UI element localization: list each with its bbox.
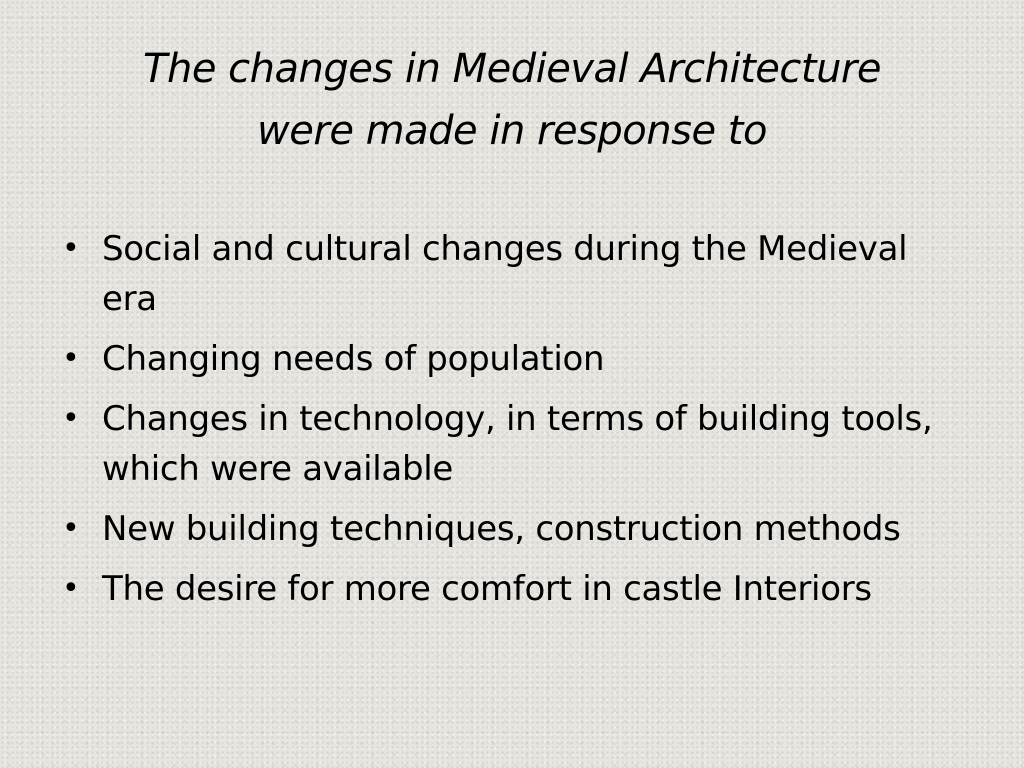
- bullet-text: The desire for more comfort in castle Interiors: [102, 569, 872, 609]
- bullet-icon: •: [62, 571, 80, 606]
- bullet-icon: •: [62, 511, 80, 546]
- bullet-item-technology: [60, 394, 960, 494]
- bullet-text: New building techniques, construction methods: [102, 509, 901, 549]
- bullet-text: Changes in technology, in terms of building tools, which were available: [102, 399, 933, 489]
- bullet-item-techniques: [60, 504, 960, 554]
- slide-title: [60, 38, 964, 162]
- bullet-icon: •: [62, 401, 80, 436]
- slide-title-line-2: were made in response to: [257, 108, 767, 154]
- slide-title-line-1: The changes in Medieval Architecture: [143, 46, 881, 92]
- bullet-item-population: [60, 334, 960, 384]
- bullet-text: Social and cultural changes during the Medieval era: [102, 229, 908, 319]
- bullet-item-comfort: [60, 564, 960, 614]
- bullet-icon: •: [62, 231, 80, 266]
- bullet-list: [60, 224, 960, 624]
- bullet-item-social-cultural: [60, 224, 960, 324]
- bullet-icon: •: [62, 341, 80, 376]
- bullet-text: Changing needs of population: [102, 339, 605, 379]
